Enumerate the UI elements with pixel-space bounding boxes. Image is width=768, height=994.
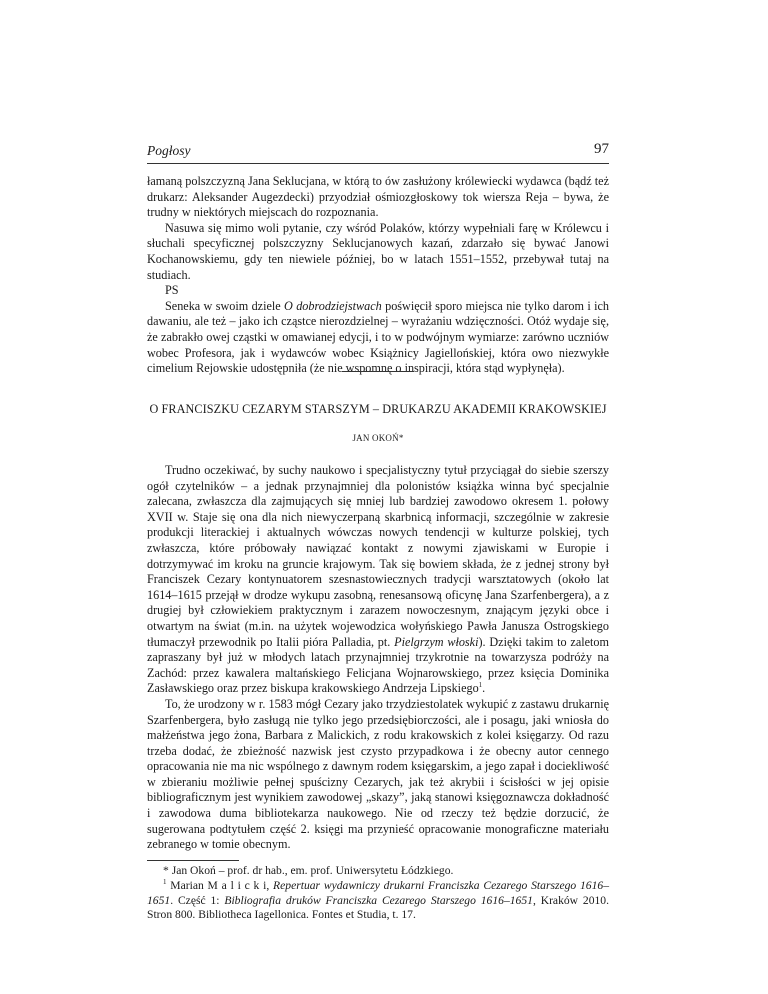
ps-label: PS	[165, 283, 179, 298]
page-number: 97	[594, 141, 609, 157]
running-title: Pogłosy	[147, 143, 191, 158]
text-run: , Kraków 2010. Stron 800. Bibliotheca Iagellonica. Fontes et Studia, t. 17.	[147, 893, 609, 922]
footnote-rule	[147, 860, 239, 861]
header-rule	[147, 163, 609, 164]
article-text	[147, 463, 609, 853]
footnote-star: * Jan Okoń – prof. dr hab., em. prof. Uniwersytetu Łódzkiego.	[163, 864, 454, 877]
text-run: Trudno oczekiwać, by suchy naukowo i specjalistyczny tytuł przyciągał do siebie szerszy ogół czytelników – a jednak przynajmniej dla polonistów książka winna być specjalnie zalecana, zwłaszcza dla zajmujących się mniej lub bardziej zawodowo okresem 1. połowy XVII w. Staje się ona dla nich niewyczerpaną skarbnicą informacji, szczególnie w zakresie produkcji literackiej i aktualnych wówczas nowych tendencji w kulturze polskiej, tych zwłaszcza, które próbowały nawiązać kontakt z nowymi zjawiskami w Europie i dotrzymywać im kroku na gruncie krajowym. Tak się bowiem składa, że z jednej strony był Franciszek Cezary kontynuatorem szesnastowiecznych tradycji warsztatowych (około lat 1614–1615 przejął w drodze wykupu zasobną, renesansową oficynę Jana Szarfenbergera), a z drugiej był człowiekiem praktycznym i zarazem nowoczesnym, znającym języki obce i otwartym na świat (m.in. na użytek wojewodzica wołyńskiego Pawła Janusza Ostrogskiego tłumaczył przewodnik po Italii pióra Palladia, pt.	[147, 463, 609, 649]
italic-title: Bibliografia druków Franciszka Cezarego Starszego 1616–1651	[224, 893, 533, 907]
paragraph	[147, 299, 609, 377]
footnote-ref: 1	[478, 681, 483, 690]
article-title: O FRANCISZKU CEZARYM STARSZYM – DRUKARZU AKADEMII KRAKOWSKIEJ	[149, 402, 607, 416]
article-author: JAN OKOŃ*	[352, 433, 404, 443]
text-run: Seneka w swoim dziele	[165, 298, 285, 313]
italic-title: Repertuar wydawniczy drukarni Franciszka Cezarego Starszego 1616–1651	[147, 878, 609, 907]
running-header	[147, 143, 609, 161]
footnotes	[147, 864, 609, 923]
text-run: poświęcił sporo miejsca nie tylko darom i ich dawaniu, ale też – jako ich cząstce nierozdzielnej – wyrażaniu wdzięczności. Otóż wydaje się, że zabrakło owej cząstki w omawianej edycji, i to w podwójnym wymiarze: zarówno uczniów wobec Profesora, jak i wydawców wobec Książnicy Jagiellońskiej, która owo niezwykłe cimelium Rejowskie udostępniła (że nie wspomnę o inspiracji, która stąd wypłynęła).	[147, 298, 610, 376]
paragraph: To, że urodzony w r. 1583 mógł Cezary jako trzydziestolatek wykupić z zastawu drukarnię Szarfenbergera, było zasługą nie tylko jego przedsiębiorczości, ale i posagu, jaki wniosła do małżeństwa jego żona, Barbara z Malickich, z rodu krakowskich z kolei księgarzy. Od razu trzeba dodać, że zbieżność nazwisk jest czysto przypadkowa i że obecny autor cennego opracowania nie ma nic wspólnego z dawnym rodem księgarskim, a jego zapał i dociekliwość w zbieraniu możliwie pełnej spuścizny Cezarych, jak też akrybii i ścisłości w jej opisie bibliograficznym jest wynikiem zawodowej „skazy”, jaką stanowi księgoznawcza dokładność i zawodowa duma bibliotekarza naukowego. Nie od rzeczy też będzie dorzucić, że sugerowana podtytułem część 2. księgi ma przynieść opracowanie monograficzne materiału zebranego w tomie obecnym.	[147, 696, 609, 852]
text-run: Marian M a l i c k i,	[166, 878, 274, 892]
footnote-1	[147, 879, 609, 923]
paragraph: łamaną polszczyzną Jana Seklucjana, w którą to ów zasłużony królewiecki wydawca (bądź też drukarz: Aleksander Augezdecki) przyodział ośmiozgłoskowy tok wiersza Reja – bywa, że trudny w niektórych miejscach do rozpoznania.	[147, 174, 609, 220]
text-run: .	[482, 681, 486, 696]
text-run: . Część 1:	[170, 893, 225, 907]
text-run: ). Dzięki takim to zaletom zapraszany był już w młodych latach przynajmniej trzykrotnie na towarzysza podróży na Zachód: przez kawalera maltańskiego Felicjana Wojnarowskiego, przez księcia Dominika Zasławskiego oraz przez biskupa krakowskiego Andrzeja Lipskiego	[147, 634, 609, 696]
section-1-text	[147, 174, 609, 377]
italic-title: O dobrodziejstwach	[284, 298, 382, 313]
footnote-mark: 1	[163, 877, 167, 886]
section-separator	[342, 371, 414, 372]
paragraph: Nasuwa się mimo woli pytanie, czy wśród Polaków, którzy wypełniali farę w Królewcu i słuchali specyficznej polszczyzny Seklucjanowych kazań, zdarzało się bywać Janowi Kochanowskiemu, gdy ten niewiele później, bo w latach 1551–1552, przebywał tutaj na studiach.	[147, 220, 609, 282]
paragraph	[147, 463, 609, 697]
italic-title: Pielgrzym włoski	[394, 634, 479, 649]
